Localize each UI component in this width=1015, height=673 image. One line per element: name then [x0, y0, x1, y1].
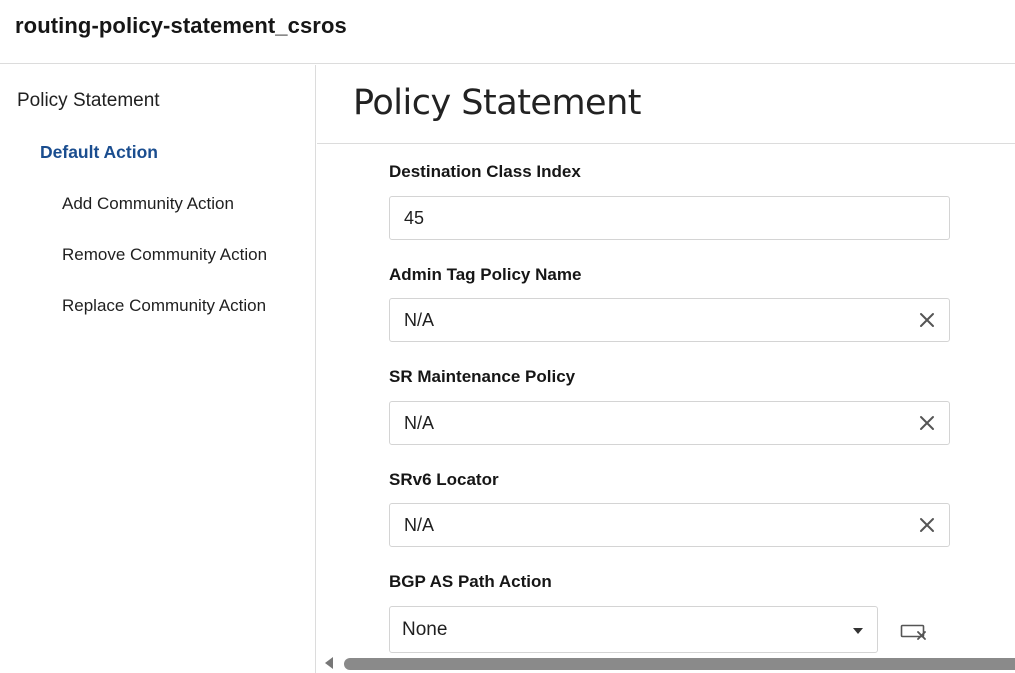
admin-tag-policy-name-label: Admin Tag Policy Name — [389, 265, 582, 284]
sr-maintenance-policy-input[interactable] — [389, 401, 950, 445]
sr-maintenance-policy-value: N/A — [404, 413, 435, 433]
close-icon[interactable] — [918, 414, 936, 432]
bgp-as-path-action-value: None — [402, 619, 448, 640]
sidebar-item-remove-community-action[interactable]: Remove Community Action — [62, 245, 268, 264]
destination-class-index-label: Destination Class Index — [389, 162, 581, 181]
close-icon[interactable] — [918, 311, 936, 329]
srv6-locator-label: SRv6 Locator — [389, 470, 499, 489]
close-icon[interactable] — [918, 516, 936, 534]
srv6-locator-value: N/A — [404, 515, 435, 535]
sr-maintenance-policy-label: SR Maintenance Policy — [389, 367, 576, 386]
sidebar-item-replace-community-action[interactable]: Replace Community Action — [62, 296, 267, 315]
clear-field-icon[interactable] — [900, 622, 928, 642]
scrollbar-thumb[interactable] — [344, 658, 1015, 670]
bgp-as-path-action-select[interactable] — [389, 606, 878, 653]
sidebar-item-policy-statement[interactable]: Policy Statement — [17, 90, 160, 111]
admin-tag-policy-name-value: N/A — [404, 310, 435, 330]
admin-tag-policy-name-input[interactable] — [389, 298, 950, 342]
bgp-as-path-action-label: BGP AS Path Action — [389, 572, 552, 591]
top-header — [0, 0, 1015, 64]
section-title: Policy Statement — [353, 83, 641, 123]
destination-class-index-input[interactable] — [389, 196, 950, 240]
horizontal-scrollbar[interactable] — [318, 656, 1015, 673]
sidebar-nav — [0, 65, 316, 673]
sidebar-item-add-community-action[interactable]: Add Community Action — [62, 194, 234, 213]
main-header — [317, 65, 1015, 144]
page-header-title: routing-policy-statement_csros — [15, 13, 347, 38]
scroll-left-arrow-icon[interactable] — [323, 656, 335, 670]
chevron-down-icon[interactable] — [851, 626, 865, 636]
destination-class-index-value: 45 — [404, 208, 425, 228]
sidebar-item-default-action[interactable]: Default Action — [40, 142, 158, 162]
srv6-locator-input[interactable] — [389, 503, 950, 547]
